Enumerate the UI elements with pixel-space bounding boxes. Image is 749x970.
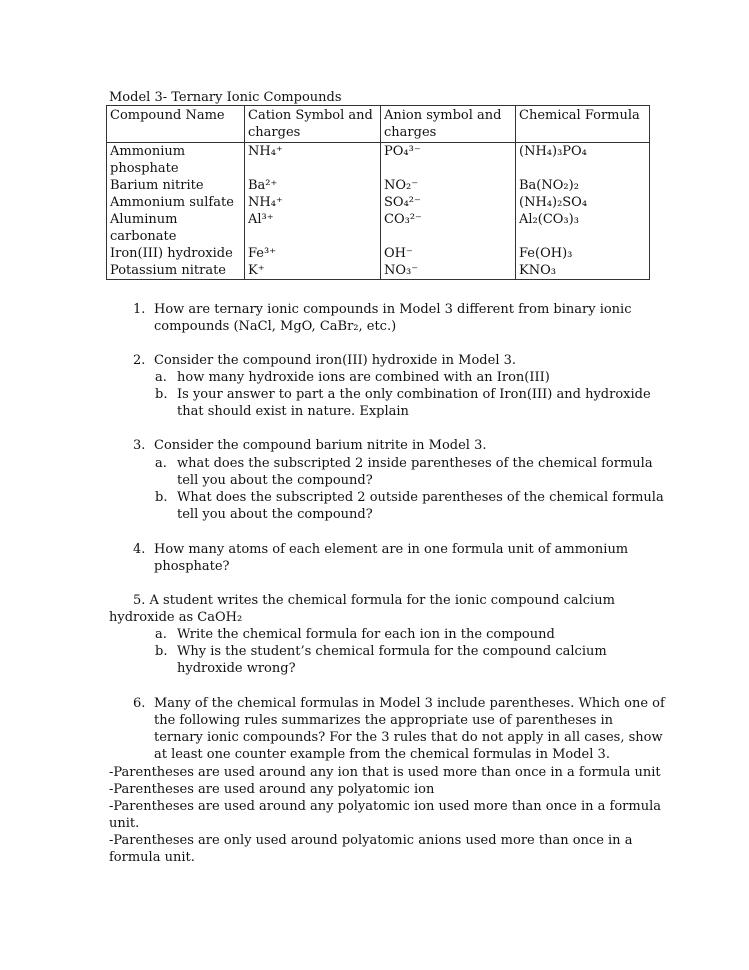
- cell-formula: Ba(NO₂)₂: [516, 177, 650, 194]
- rule-text: unit.: [109, 816, 140, 831]
- cell-cation: Ba²⁺: [245, 177, 381, 194]
- question-text: phosphate?: [154, 559, 230, 574]
- question-text: ternary ionic compounds? For the 3 rules that do not apply in all cases, show: [154, 730, 663, 745]
- cell-cation: Fe³⁺: [245, 245, 381, 262]
- subquestion-text: Why is the student’s chemical formula for the compound calcium: [177, 644, 607, 659]
- model-title: Model 3- Ternary Ionic Compounds: [109, 90, 342, 105]
- question-text: Consider the compound iron(III) hydroxide in Model 3.: [154, 353, 517, 368]
- cell-anion: NO₃⁻: [381, 262, 516, 280]
- header-anion: Anion symbol and charges: [381, 106, 516, 143]
- subquestion-text: Write the chemical formula for each ion in the compound: [177, 627, 555, 642]
- rule-text: -Parentheses are used around any polyatomic ion: [109, 782, 435, 797]
- table-header-row: [107, 106, 650, 143]
- cell-compound-name: Aluminum carbonate: [107, 211, 245, 245]
- cell-cation: K⁺: [245, 262, 381, 280]
- cell-formula: (NH₄)₂SO₄: [516, 194, 650, 211]
- subquestion-text: Is your answer to part a the only combination of Iron(III) and hydroxide: [177, 387, 651, 402]
- table-row: [107, 194, 650, 211]
- cell-anion: NO₂⁻: [381, 177, 516, 194]
- question-text: How many atoms of each element are in one formula unit of ammonium: [154, 542, 629, 557]
- header-formula: Chemical Formula: [516, 106, 650, 143]
- table-row: [107, 143, 650, 178]
- subquestion-label: a.: [155, 370, 167, 385]
- cell-compound-name: Barium nitrite: [107, 177, 245, 194]
- cell-compound-name: Iron(III) hydroxide: [107, 245, 245, 262]
- cell-cation: NH₄⁺: [245, 143, 381, 178]
- subquestion-text: what does the subscripted 2 inside parentheses of the chemical formula: [177, 456, 653, 471]
- question-number: 2.: [133, 353, 146, 368]
- rule-text: -Parentheses are used around any ion that is used more than once in a formula unit: [109, 765, 661, 780]
- cell-formula: Fe(OH)₃: [516, 245, 650, 262]
- question-text: at least one counter example from the chemical formulas in Model 3.: [154, 747, 610, 762]
- subquestion-label: b.: [155, 644, 168, 659]
- question-text: the following rules summarizes the appropriate use of parentheses in: [154, 713, 614, 728]
- cell-compound-name: Potassium nitrate: [107, 262, 245, 280]
- rule-text: formula unit.: [109, 850, 195, 865]
- subquestion-text: tell you about the compound?: [177, 473, 373, 488]
- cell-cation: Al³⁺: [245, 211, 381, 245]
- cell-compound-name: Ammonium sulfate: [107, 194, 245, 211]
- subquestion-label: a.: [155, 456, 167, 471]
- subquestion-label: a.: [155, 627, 167, 642]
- question-number: 1.: [133, 302, 146, 317]
- rule-text: -Parentheses are only used around polyatomic anions used more than once in a: [109, 833, 633, 848]
- cell-formula: Al₂(CO₃)₃: [516, 211, 650, 245]
- subquestion-text: that should exist in nature. Explain: [177, 404, 409, 419]
- table-row: [107, 211, 650, 245]
- subquestion-label: b.: [155, 490, 168, 505]
- table-row: [107, 245, 650, 262]
- question-text: compounds (NaCl, MgO, CaBr₂, etc.): [154, 319, 397, 334]
- question-text: 5. A student writes the chemical formula for the ionic compound calcium: [133, 593, 615, 608]
- table-row: [107, 177, 650, 194]
- cell-anion: PO₄³⁻: [381, 143, 516, 178]
- question-text: hydroxide as CaOH₂: [109, 610, 243, 625]
- subquestion-text: tell you about the compound?: [177, 507, 373, 522]
- question-text: How are ternary ionic compounds in Model 3 different from binary ionic: [154, 302, 632, 317]
- ternary-compounds-table: [106, 105, 650, 280]
- question-text: Consider the compound barium nitrite in Model 3.: [154, 438, 487, 453]
- cell-formula: (NH₄)₃PO₄: [516, 143, 650, 178]
- subquestion-label: b.: [155, 387, 168, 402]
- question-text: Many of the chemical formulas in Model 3 include parentheses. Which one of: [154, 696, 665, 711]
- question-number: 6.: [133, 696, 146, 711]
- cell-anion: OH⁻: [381, 245, 516, 262]
- subquestion-text: how many hydroxide ions are combined with an Iron(III): [177, 370, 550, 385]
- table-row: [107, 262, 650, 280]
- cell-anion: SO₄²⁻: [381, 194, 516, 211]
- header-cation: Cation Symbol and charges: [245, 106, 381, 143]
- cell-compound-name: Ammonium phosphate: [107, 143, 245, 178]
- subquestion-text: hydroxide wrong?: [177, 661, 296, 676]
- cell-anion: CO₃²⁻: [381, 211, 516, 245]
- cell-cation: NH₄⁺: [245, 194, 381, 211]
- header-compound-name: Compound Name: [107, 106, 245, 143]
- question-number: 3.: [133, 438, 146, 453]
- subquestion-text: What does the subscripted 2 outside parentheses of the chemical formula: [177, 490, 664, 505]
- rule-text: -Parentheses are used around any polyatomic ion used more than once in a formula: [109, 799, 662, 814]
- question-number: 4.: [133, 542, 146, 557]
- cell-formula: KNO₃: [516, 262, 650, 280]
